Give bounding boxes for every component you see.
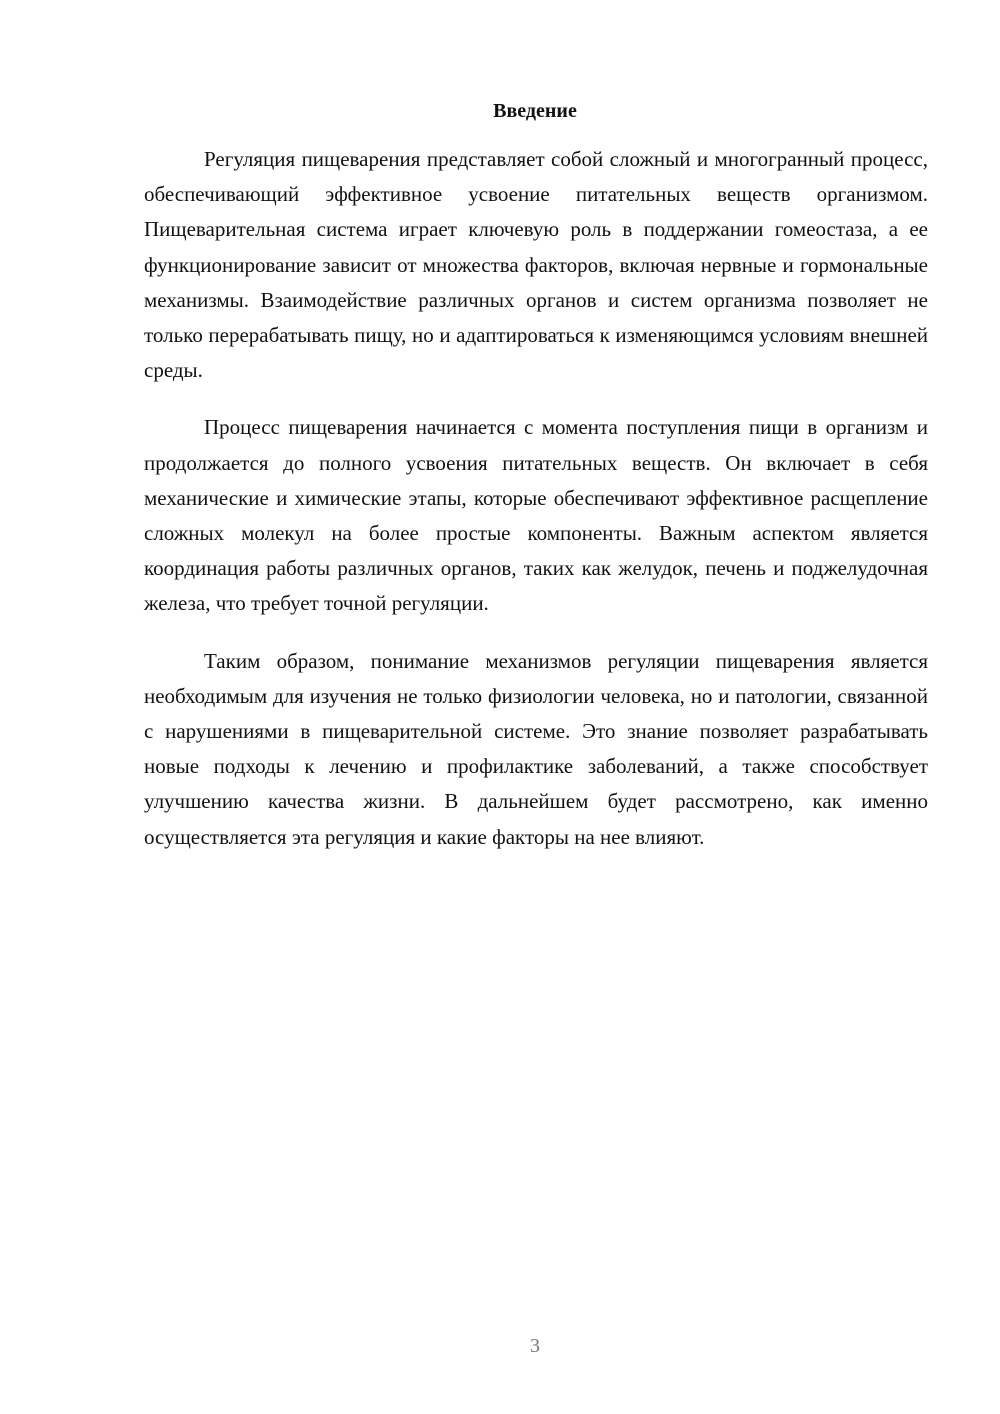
body-text (144, 142, 928, 877)
section-heading: Введение (493, 100, 577, 122)
paragraph-1: Регуляция пищеварения представляет собой сложный и многогранный процесс, обеспечивающий эффективное усвоение питательных веществ организмом. Пищеварительная система играет ключевую роль в поддержании гомеостаза, а ее функционирование зависит от множества факторов, включая нервные и гормональные механизмы. Взаимодействие различных органов и систем организма позволяет не только перерабатывать пищу, но и адаптироваться к изменяющимся условиям внешней среды. (144, 147, 928, 383)
paragraph-2: Процесс пищеварения начинается с момента поступления пищи в организм и продолжается до полного усвоения питательных веществ. Он включает в себя механические и химические этапы, которые обеспечивают эффективное расщепление сложных молекул на более простые компоненты. Важным аспектом является координация работы различных органов, таких как желудок, печень и поджелудочная железа, что требует точной регуляции. (144, 415, 928, 616)
paragraph-3: Таким образом, понимание механизмов регуляции пищеварения является необходимым для изучения не только физиологии человека, но и патологии, связанной с нарушениями в пищеварительной системе. Это знание позволяет разрабатывать новые подходы к лечению и профилактике заболеваний, а также способствует улучшению качества жизни. В дальнейшем будет рассмотрено, как именно осуществляется эта регуляция и какие факторы на нее влияют. (144, 648, 928, 849)
page-number: 3 (530, 1335, 540, 1357)
